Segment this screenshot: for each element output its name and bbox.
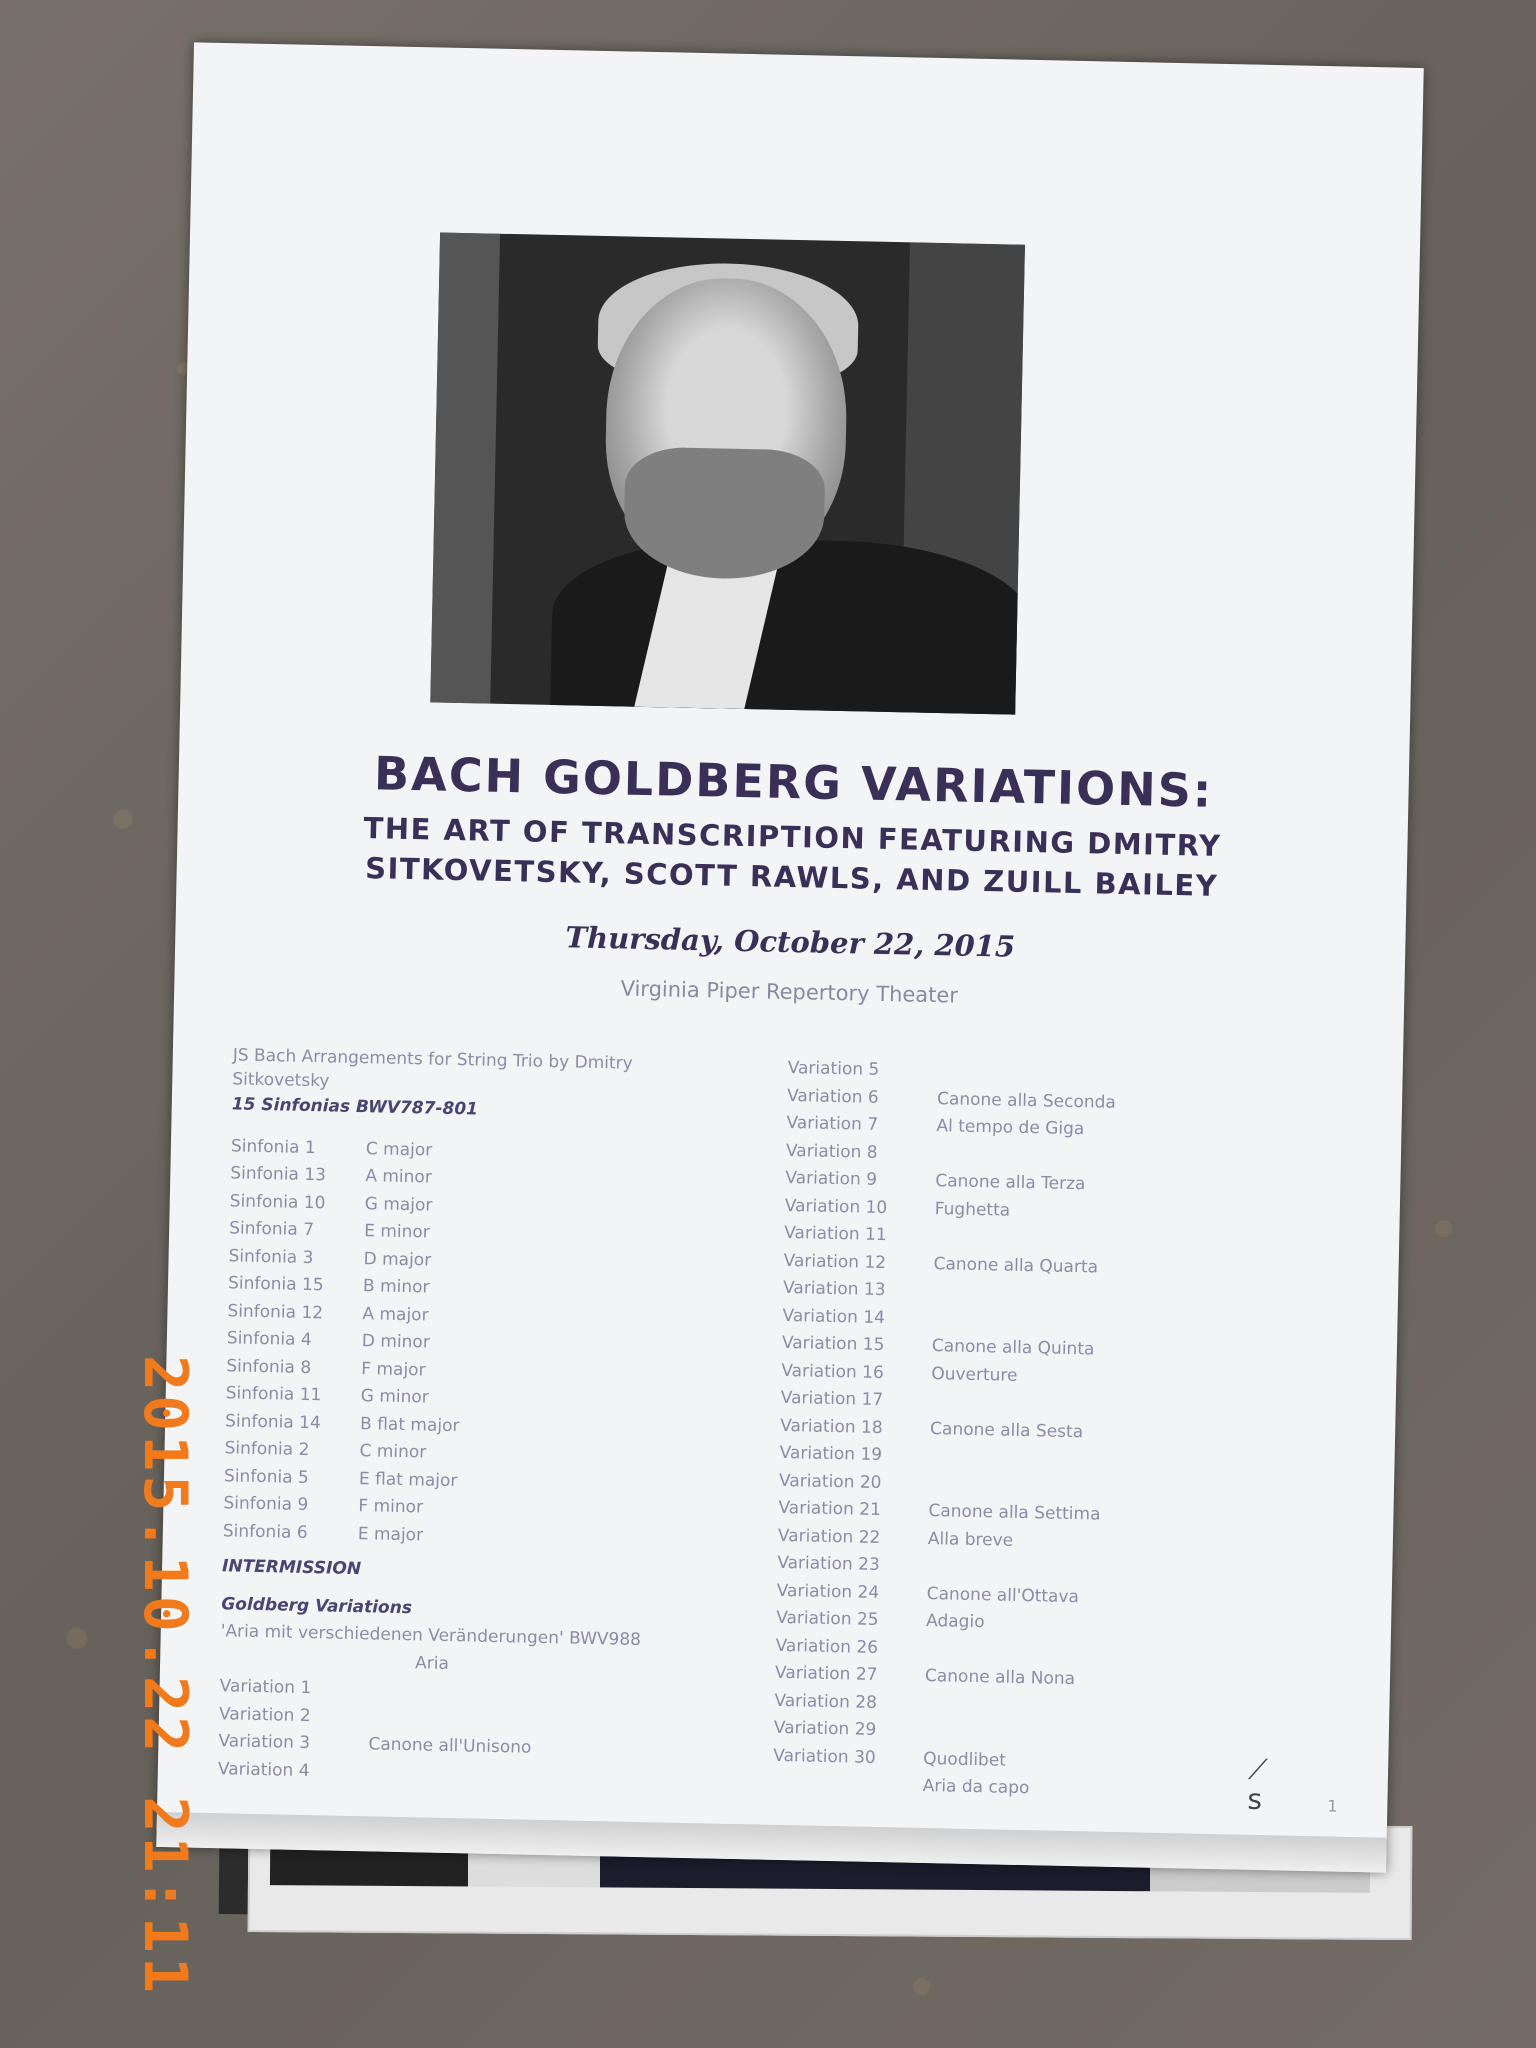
variation-name: Variation 27 <box>774 1662 878 1685</box>
left-variation-list <box>218 1673 760 1794</box>
variation-note: Canone alla Nona <box>924 1665 1076 1690</box>
sinfonia-name: Sinfonia 8 <box>226 1355 312 1378</box>
variation-name: Variation 6 <box>786 1085 879 1108</box>
variation-name: Variation 28 <box>774 1690 878 1713</box>
sinfonia-name: Sinfonia 10 <box>229 1190 326 1213</box>
subtitle-line-2: SITKOVETSKY, SCOTT RAWLS, AND ZUILL BAILEY <box>364 851 1219 903</box>
variation-note: Canone all'Unisono <box>368 1734 532 1758</box>
aria-title-line: 'Aria mit verschiedenen Veränderungen' BWV988 <box>220 1621 642 1651</box>
variation-name: Variation 4 <box>217 1758 310 1781</box>
variation-note: Al tempo de Giga <box>936 1116 1085 1140</box>
sinfonia-list <box>223 1133 772 1557</box>
variation-name: Variation 16 <box>781 1360 885 1383</box>
variation-name: Variation 13 <box>782 1277 886 1301</box>
sinfonia-key: B flat major <box>359 1413 460 1436</box>
program-left-column <box>218 1043 773 1794</box>
intermission-label: INTERMISSION <box>221 1556 362 1580</box>
sinfonia-key: E major <box>357 1523 424 1545</box>
sinfonia-key: C minor <box>359 1441 427 1463</box>
concert-date: Thursday, October 22, 2015 <box>565 920 1016 964</box>
sinfonia-name: Sinfonia 11 <box>225 1383 322 1406</box>
aria-da-capo: Aria da capo <box>922 1775 1030 1799</box>
photo-window-frame <box>430 233 500 704</box>
variation-name: Variation 11 <box>784 1222 887 1246</box>
camera-timestamp: 2015.10.22 21:11 <box>130 1355 200 1997</box>
variation-note: Alla breve <box>927 1528 1014 1551</box>
concert-venue: Virginia Piper Repertory Theater <box>620 976 959 1008</box>
sinfonia-name: Sinfonia 2 <box>224 1438 310 1461</box>
variation-note: Canone alla Settima <box>928 1501 1101 1525</box>
variation-note: Canone alla Terza <box>935 1171 1086 1195</box>
variation-name: Variation 5 <box>787 1057 880 1080</box>
variation-name: Variation 1 <box>219 1676 312 1699</box>
variation-note: Ouverture <box>931 1363 1018 1386</box>
sinfonia-key: D major <box>363 1248 432 1271</box>
variation-name: Variation 7 <box>786 1112 879 1135</box>
variation-note: Canone alla Quarta <box>933 1253 1099 1278</box>
variation-note: Canone alla Sesta <box>929 1418 1084 1442</box>
arrangement-note: JS Bach Arrangements for String Trio by Dmitry Sitkovetsky <box>232 1045 633 1092</box>
program-right-column <box>772 1055 1347 1809</box>
variation-note: Quodlibet <box>923 1748 1007 1771</box>
variation-name: Variation 25 <box>775 1607 879 1630</box>
camera-timestamp-overlay <box>130 1355 200 1997</box>
variation-name: Variation 17 <box>780 1387 884 1411</box>
sinfonia-key: F major <box>361 1358 426 1380</box>
sinfonia-key: E minor <box>363 1221 430 1243</box>
program-booklet <box>156 42 1424 1872</box>
sinfonia-key: C major <box>365 1138 433 1161</box>
variation-name: Variation 20 <box>778 1470 882 1493</box>
right-variation-list <box>773 1055 1348 1782</box>
variation-name: Variation 29 <box>773 1717 877 1740</box>
variation-name: Variation 22 <box>777 1525 881 1548</box>
sinfonia-name: Sinfonia 12 <box>227 1300 324 1323</box>
concert-title: BACH GOLDBERG VARIATIONS: <box>373 746 1214 818</box>
aria-label: Aria <box>414 1652 450 1674</box>
variation-note: Fughetta <box>934 1198 1011 1221</box>
sinfonia-name: Sinfonia 5 <box>223 1465 310 1488</box>
sinfonia-name: Sinfonia 4 <box>226 1328 312 1351</box>
variation-name: Variation 15 <box>781 1332 885 1356</box>
sinfonia-key: E flat major <box>358 1468 458 1491</box>
variation-note: Canone alla Quinta <box>931 1336 1095 1360</box>
sinfonia-key: D minor <box>361 1331 431 1353</box>
variation-name: Variation 10 <box>784 1195 888 1218</box>
variation-name: Variation 14 <box>782 1305 886 1328</box>
sinfonia-name: Sinfonia 7 <box>228 1218 315 1241</box>
subtitle-line-1: THE ART OF TRANSCRIPTION FEATURING DMITRY <box>363 811 1222 864</box>
sinfonia-name: Sinfonia 1 <box>230 1135 316 1158</box>
variation-note: Canone all'Ottava <box>926 1583 1080 1607</box>
variation-name: Variation 30 <box>773 1745 876 1768</box>
variation-name: Variation 24 <box>776 1580 880 1603</box>
variation-name: Variation 18 <box>779 1415 883 1438</box>
variation-name: Variation 21 <box>778 1497 882 1521</box>
sinfonia-key: A major <box>362 1303 429 1326</box>
sinfonias-heading: 15 Sinfonias BWV787-801 <box>231 1094 479 1120</box>
sinfonia-name: Sinfonia 3 <box>228 1245 314 1268</box>
variation-name: Variation 2 <box>218 1703 311 1726</box>
variation-name: Variation 12 <box>783 1250 887 1273</box>
variation-name: Variation 9 <box>785 1167 878 1190</box>
variation-note: Adagio <box>925 1610 985 1633</box>
variation-name: Variation 26 <box>775 1635 879 1658</box>
variation-name: Variation 8 <box>785 1140 878 1163</box>
page-number: 1 <box>1327 1796 1338 1816</box>
goldberg-heading: Goldberg Variations <box>221 1593 413 1618</box>
sinfonia-key: G minor <box>360 1386 429 1408</box>
sinfonia-name: Sinfonia 15 <box>227 1273 324 1296</box>
variation-note: Canone alla Seconda <box>936 1088 1117 1113</box>
variation-name: Variation 3 <box>218 1731 311 1754</box>
sinfonia-name: Sinfonia 14 <box>224 1410 321 1433</box>
sinfonia-key: B minor <box>362 1276 430 1298</box>
concert-subtitle <box>176 804 1407 910</box>
variation-name: Variation 23 <box>777 1552 880 1576</box>
sinfonia-key: F minor <box>358 1496 424 1518</box>
sinfonia-key: A minor <box>365 1166 433 1188</box>
sinfonia-name: Sinfonia 9 <box>223 1493 309 1516</box>
performer-photo <box>430 233 1025 715</box>
variation-name: Variation 19 <box>779 1442 883 1466</box>
sinfonia-name: Sinfonia 13 <box>230 1163 327 1186</box>
sinfonia-key: G major <box>364 1193 433 1216</box>
handwritten-marker: ⟋ ꜱ <box>1247 1752 1269 1817</box>
sinfonia-name: Sinfonia 6 <box>222 1520 308 1543</box>
